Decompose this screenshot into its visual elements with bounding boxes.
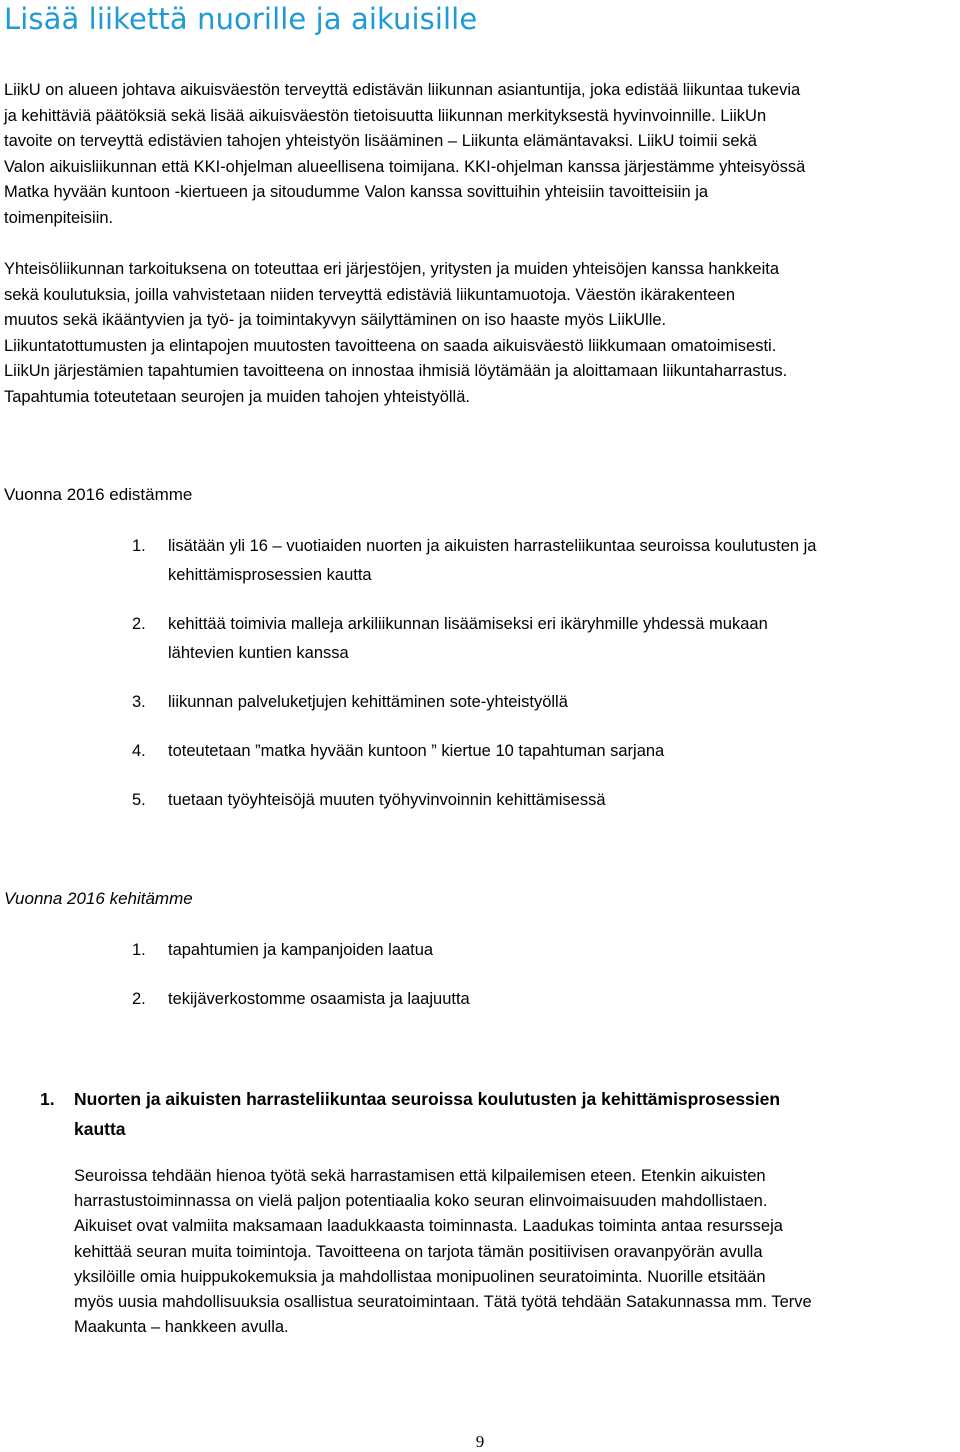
intro-line: ja kehittäviä päätöksiä sekä lisää aikuisväestön tietoisuutta liikunnan merkityksestä hyvinvoinnille. LiikUn (4, 106, 767, 125)
section-1-body (74, 1164, 812, 1340)
list-text-line: toteutetaan ”matka hyvään kuntoon ” kiertue 10 tapahtuman sarjana (168, 742, 665, 760)
heading-2016-edistamme: Vuonna 2016 edistämme (4, 485, 193, 504)
list-text (168, 532, 816, 590)
intro-line: tavoite on terveyttä edistävien tahojen yhteistyön lisääminen – Liikunta elämäntavaksi. LiikU toimii sekä (4, 132, 757, 150)
list-text-line: tuetaan työyhteisöjä muuten työhyvinvoinnin kehittämisessä (168, 791, 606, 809)
page-title: Lisää liikettä nuorille ja aikuisille (4, 2, 478, 36)
list-text (168, 985, 470, 1014)
paragraph-line: Yhteisöliikunnan tarkoituksena on toteuttaa eri järjestöjen, yritysten ja muiden yhteisöjen kanssa hankkeita (4, 260, 780, 278)
list-text (168, 688, 568, 717)
list-number: 5. (132, 791, 146, 809)
section-title-line: Nuorten ja aikuisten harrasteliikuntaa seuroissa koulutusten ja kehittämisprosessien (74, 1089, 781, 1109)
events-paragraph (4, 359, 956, 410)
body-line: Maakunta – hankkeen avulla. (74, 1318, 289, 1337)
list-number: 3. (132, 693, 146, 711)
section-number: 1. (40, 1089, 55, 1109)
body-line: Aikuiset ovat valmiita maksamaan laadukkaasta toiminnasta. Laadukas toiminta antaa resursseja (74, 1217, 783, 1236)
section-title-line: kautta (74, 1119, 126, 1139)
list-text (168, 786, 606, 815)
body-line: yksilöille omia huippukokemuksia ja mahdollistaa monipuolinen seuratoiminta. Nuorille etsitään (74, 1267, 766, 1286)
list-text (168, 737, 664, 766)
page-number: 9 (475, 1432, 485, 1451)
list-text-line: lisätään yli 16 – vuotiaiden nuorten ja aikuisten harrasteliikuntaa seuroissa koulutusten ja (168, 537, 817, 555)
list-text (168, 610, 768, 668)
section-title (74, 1084, 780, 1144)
paragraph-line: Liikuntatottumusten ja elintapojen muutosten tavoitteena on saada aikuisväestö liikkumaan omatoimisesti. (4, 336, 777, 355)
body-line: Seuroissa tehdään hienoa työtä sekä harrastamisen että kilpailemisen eteen. Etenkin aikuisten (74, 1167, 766, 1185)
body-line: myös uusia mahdollisuuksia osallistua seuratoimintaan. Tätä työtä tehdään Satakunnassa mm. Terve (74, 1292, 812, 1311)
list-number: 2. (132, 615, 146, 633)
community-sport-paragraph (4, 257, 956, 359)
paragraph-line: LiikUn järjestämien tapahtumien tavoitteena on innostaa ihmisiä löytämään ja aloittamaan liikuntaharrastus. (4, 362, 788, 380)
list-text-line: tapahtumien ja kampanjoiden laatua (168, 941, 434, 959)
list-number: 1. (132, 537, 146, 555)
body-line: kehittää seuran muita toimintoja. Tavoitteena on tarjota tämän positiivisen oravanpyörän avulla (74, 1242, 763, 1261)
list-text (168, 936, 433, 965)
paragraph-line: Tapahtumia toteutetaan seurojen ja muiden tahojen yhteistyöllä. (4, 387, 470, 406)
intro-line: LiikU on alueen johtava aikuisväestön terveyttä edistävän liikunnan asiantuntija, joka edistää liikuntaa tukevia (4, 81, 801, 99)
list-text-line: liikunnan palveluketjujen kehittäminen sote-yhteistyöllä (168, 693, 568, 711)
intro-line: Matka hyvään kuntoon -kiertueen ja sitoudumme Valon kanssa sovittuihin yhteisiin tavoitteisiin ja (4, 183, 709, 201)
list-text-line: tekijäverkostomme osaamista ja laajuutta (168, 990, 470, 1008)
paragraph-line: sekä koulutuksia, joilla vahvistetaan niiden terveyttä edistäviä liikuntamuotoja. Väestön ikärakenteen (4, 285, 736, 304)
list-text-line: kehittämisprosessien kautta (168, 566, 372, 584)
paragraph-line: muutos sekä ikääntyvien ja työ- ja toimintakyvyn säilyttäminen on iso haaste myös LiikUlle. (4, 311, 667, 329)
list-number: 4. (132, 742, 146, 760)
list-number: 2. (132, 990, 146, 1008)
list-text-line: lähtevien kuntien kanssa (168, 644, 349, 662)
intro-paragraph (4, 78, 956, 231)
list-number: 1. (132, 941, 146, 959)
intro-line: toimenpiteisiin. (4, 208, 114, 227)
list-text-line: kehittää toimivia malleja arkiliikunnan lisäämiseksi eri ikäryhmille yhdessä mukaan (168, 615, 768, 633)
heading-2016-kehitamme: Vuonna 2016 kehitämme (4, 889, 193, 908)
body-line: harrastustoiminnassa on vielä paljon potentiaalia koko seuran elinvoimaisuuden mahdollistaen. (74, 1192, 768, 1211)
intro-line: Valon aikuisliikunnan että KKI-ohjelman alueellisena toimijana. KKI-ohjelman kanssa järjestämme yhteisyössä (4, 157, 806, 176)
